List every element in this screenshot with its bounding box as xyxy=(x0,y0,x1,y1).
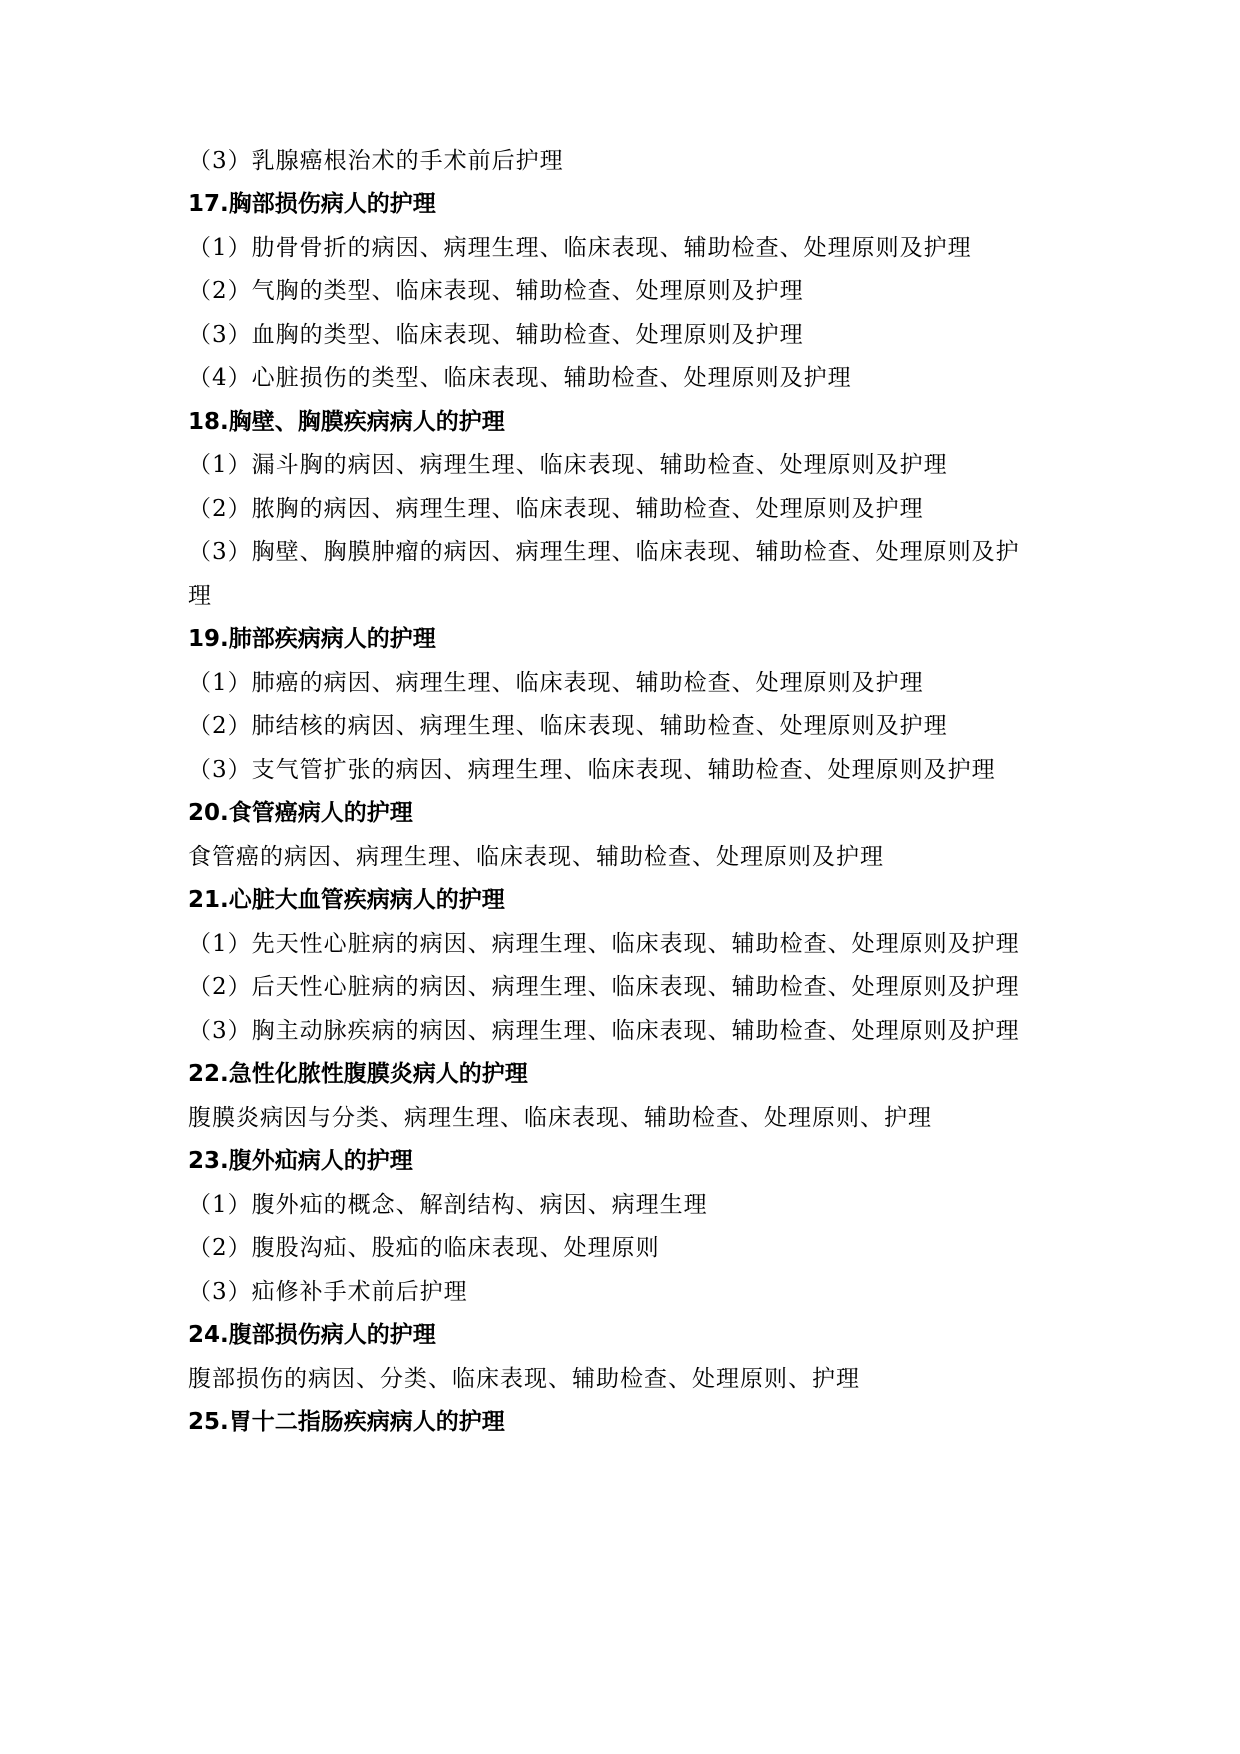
list-item: 腹膜炎病因与分类、病理生理、临床表现、辅助检查、处理原则、护理 xyxy=(188,1105,932,1131)
section-heading-22: 22.急性化脓性腹膜炎病人的护理 xyxy=(188,1061,528,1087)
list-item: （4）心脏损伤的类型、临床表现、辅助检查、处理原则及护理 xyxy=(188,365,852,391)
list-item: 腹部损伤的病因、分类、临床表现、辅助检查、处理原则、护理 xyxy=(188,1366,860,1392)
list-item: （1）漏斗胸的病因、病理生理、临床表现、辅助检查、处理原则及护理 xyxy=(188,452,948,478)
section-heading-25: 25.胃十二指肠疾病病人的护理 xyxy=(188,1409,505,1435)
section-heading-24: 24.腹部损伤病人的护理 xyxy=(188,1322,436,1348)
section-heading-20: 20.食管癌病人的护理 xyxy=(188,800,413,826)
section-heading-23: 23.腹外疝病人的护理 xyxy=(188,1148,413,1174)
list-item: 食管癌的病因、病理生理、临床表现、辅助检查、处理原则及护理 xyxy=(188,844,884,870)
list-item: （1）腹外疝的概念、解剖结构、病因、病理生理 xyxy=(188,1192,708,1218)
list-item: （2）腹股沟疝、股疝的临床表现、处理原则 xyxy=(188,1235,660,1261)
list-item: （3）乳腺癌根治术的手术前后护理 xyxy=(188,148,564,174)
list-item: （2）脓胸的病因、病理生理、临床表现、辅助检查、处理原则及护理 xyxy=(188,496,924,522)
list-item: （3）胸主动脉疾病的病因、病理生理、临床表现、辅助检查、处理原则及护理 xyxy=(188,1018,1020,1044)
list-item-continuation: 理 xyxy=(188,583,212,609)
list-item: （3）疝修补手术前后护理 xyxy=(188,1279,468,1305)
list-item: （3）胸壁、胸膜肿瘤的病因、病理生理、临床表现、辅助检查、处理原则及护 xyxy=(188,539,1020,565)
section-heading-17: 17.胸部损伤病人的护理 xyxy=(188,191,436,217)
list-item: （1）肋骨骨折的病因、病理生理、临床表现、辅助检查、处理原则及护理 xyxy=(188,235,972,261)
list-item: （1）先天性心脏病的病因、病理生理、临床表现、辅助检查、处理原则及护理 xyxy=(188,931,1020,957)
section-heading-21: 21.心脏大血管疾病病人的护理 xyxy=(188,887,505,913)
list-item: （3）支气管扩张的病因、病理生理、临床表现、辅助检查、处理原则及护理 xyxy=(188,757,996,783)
list-item: （2）后天性心脏病的病因、病理生理、临床表现、辅助检查、处理原则及护理 xyxy=(188,974,1020,1000)
section-heading-19: 19.肺部疾病病人的护理 xyxy=(188,626,436,652)
section-heading-18: 18.胸壁、胸膜疾病病人的护理 xyxy=(188,409,505,435)
list-item: （3）血胸的类型、临床表现、辅助检查、处理原则及护理 xyxy=(188,322,804,348)
list-item: （2）肺结核的病因、病理生理、临床表现、辅助检查、处理原则及护理 xyxy=(188,713,948,739)
list-item: （2）气胸的类型、临床表现、辅助检查、处理原则及护理 xyxy=(188,278,804,304)
list-item: （1）肺癌的病因、病理生理、临床表现、辅助检查、处理原则及护理 xyxy=(188,670,924,696)
